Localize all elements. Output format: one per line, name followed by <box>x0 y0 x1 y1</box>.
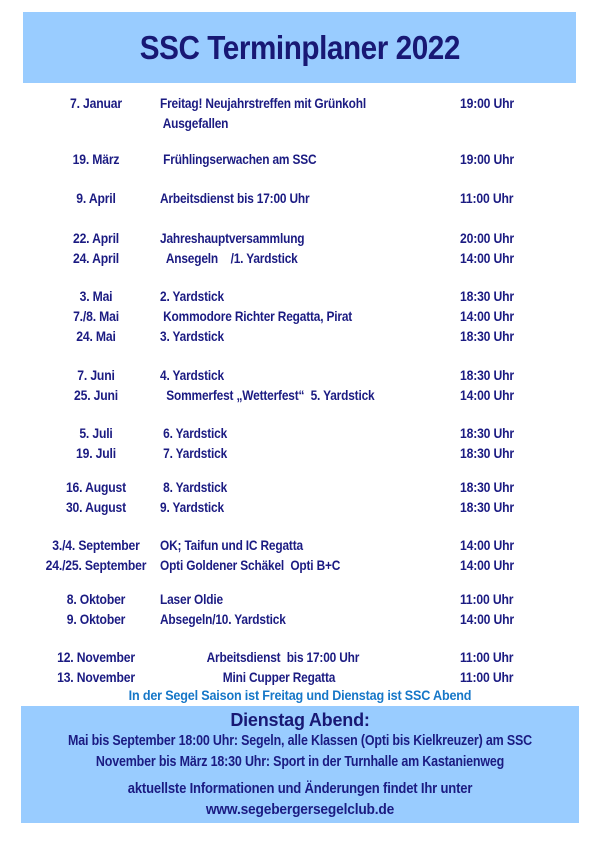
event-time: 20:00 Uhr <box>460 230 514 246</box>
event-date: 3. Mai <box>79 288 113 304</box>
event-title: Jahreshauptversammlung <box>160 230 305 246</box>
event-time: 11:00 Uhr <box>460 649 514 665</box>
schedule-row <box>0 423 600 443</box>
event-date <box>40 113 151 133</box>
event-date: 24./25. September <box>45 557 147 573</box>
event-time: 14:00 Uhr <box>460 308 514 324</box>
event-date: 3./4. September <box>52 537 140 553</box>
event-time: 18:30 Uhr <box>460 328 514 344</box>
event-date: 19. März <box>72 151 120 167</box>
event-title: Freitag! Neujahrstreffen mit Grünkohl <box>160 95 366 111</box>
schedule-group-september <box>0 535 600 575</box>
event-title: Absegeln/10. Yardstick <box>160 611 286 627</box>
event-title: 8. Yardstick <box>160 479 228 495</box>
event-title: Sommerfest „Wetterfest“ 5. Yardstick <box>160 387 375 403</box>
event-date: 7. Juni <box>77 367 115 383</box>
schedule-row <box>0 306 600 326</box>
event-date: 22. April <box>72 230 120 246</box>
event-date: 12. November <box>57 649 135 665</box>
event-title: 4. Yardstick <box>160 367 224 383</box>
event-date: 24. April <box>72 250 120 266</box>
event-time: 18:30 Uhr <box>460 479 514 495</box>
event-title: Ausgefallen <box>160 115 229 131</box>
event-date: 9. April <box>76 190 116 206</box>
event-title: Ansegeln /1. Yardstick <box>160 250 298 266</box>
event-time: 18:30 Uhr <box>460 499 514 515</box>
event-time: 14:00 Uhr <box>460 537 514 553</box>
footer-line-summer: Mai bis September 18:00 Uhr: Segeln, alle Klassen (Opti bis Kielkreuzer) am SSC <box>68 733 532 749</box>
schedule-row <box>0 385 600 405</box>
header-banner <box>23 12 576 83</box>
schedule-group-juli <box>0 423 600 463</box>
event-time: 19:00 Uhr <box>460 95 514 111</box>
schedule-row <box>0 93 600 113</box>
schedule-row <box>0 365 600 385</box>
event-date: 25. Juni <box>74 387 118 403</box>
schedule-row <box>0 609 600 629</box>
schedule-row <box>0 149 600 169</box>
schedule-row <box>0 286 600 306</box>
event-title: Laser Oldie <box>160 591 223 607</box>
event-time: 11:00 Uhr <box>460 591 514 607</box>
schedule <box>0 93 600 704</box>
event-title: 9. Yardstick <box>160 499 224 515</box>
schedule-group-april-2 <box>0 228 600 268</box>
page-title: SSC Terminplaner 2022 <box>139 28 460 66</box>
event-date: 16. August <box>65 479 127 495</box>
schedule-row <box>0 188 600 208</box>
schedule-row <box>0 535 600 555</box>
event-time: 11:00 Uhr <box>460 190 514 206</box>
schedule-row <box>0 248 600 268</box>
event-title: 3. Yardstick <box>160 328 224 344</box>
event-title: Arbeitsdienst bis 17:00 Uhr <box>160 190 310 206</box>
event-title: 7. Yardstick <box>160 445 228 461</box>
event-date: 5. Juli <box>79 425 113 441</box>
season-note: In der Segel Saison ist Freitag und Dienstag ist SSC Abend <box>128 687 472 703</box>
event-date: 7./8. Mai <box>73 308 119 324</box>
event-time: 18:30 Uhr <box>460 288 514 304</box>
event-time: 18:30 Uhr <box>460 367 514 383</box>
schedule-row <box>0 477 600 497</box>
event-time: 14:00 Uhr <box>460 387 514 403</box>
schedule-group-mai <box>0 286 600 346</box>
event-date: 13. November <box>57 669 135 685</box>
schedule-group-august <box>0 477 600 517</box>
event-title: 6. Yardstick <box>160 425 228 441</box>
event-time: 14:00 Uhr <box>460 557 514 573</box>
event-title: Frühlingserwachen am SSC <box>160 151 317 167</box>
event-title: Opti Goldener Schäkel Opti B+C <box>160 557 341 573</box>
event-title: 2. Yardstick <box>160 288 224 304</box>
event-date: 30. August <box>65 499 127 515</box>
event-date: 7. Januar <box>70 95 122 111</box>
event-time: 14:00 Uhr <box>460 250 514 266</box>
schedule-group-januar <box>0 93 600 133</box>
event-time <box>460 113 530 133</box>
footer-line-winter: November bis März 18:30 Uhr: Sport in der Turnhalle am Kastanienweg <box>95 754 505 770</box>
schedule-row <box>0 647 600 667</box>
schedule-group-maerz <box>0 149 600 169</box>
event-time: 14:00 Uhr <box>460 611 514 627</box>
event-time: 11:00 Uhr <box>460 669 514 685</box>
schedule-row <box>0 113 600 133</box>
schedule-group-oktober <box>0 589 600 629</box>
event-time: 18:30 Uhr <box>460 425 514 441</box>
schedule-row <box>0 326 600 346</box>
event-title: OK; Taifun und IC Regatta <box>160 537 303 553</box>
event-date: 24. Mai <box>76 328 116 344</box>
event-date: 9. Oktober <box>66 611 126 627</box>
schedule-group-juni <box>0 365 600 405</box>
schedule-row <box>0 228 600 248</box>
schedule-row <box>0 443 600 463</box>
schedule-group-november <box>0 647 600 687</box>
event-time: 18:30 Uhr <box>460 445 514 461</box>
event-title: Arbeitsdienst bis 17:00 Uhr <box>160 649 360 665</box>
event-title: Mini Cupper Regatta <box>160 669 336 685</box>
event-date: 8. Oktober <box>66 591 126 607</box>
event-date: 19. Juli <box>76 445 116 461</box>
schedule-row <box>0 667 600 687</box>
schedule-row <box>0 497 600 517</box>
footer-heading: Dienstag Abend: <box>230 710 370 730</box>
event-title: Kommodore Richter Regatta, Pirat <box>160 308 353 324</box>
schedule-row <box>0 555 600 575</box>
schedule-group-april-1 <box>0 188 600 208</box>
website-url: www.segebergersegelclub.de <box>205 802 395 818</box>
event-time: 19:00 Uhr <box>460 151 514 167</box>
footer-banner <box>21 706 579 823</box>
footer-info: aktuellste Informationen und Änderungen findet Ihr unter <box>127 781 473 797</box>
schedule-row <box>0 589 600 609</box>
